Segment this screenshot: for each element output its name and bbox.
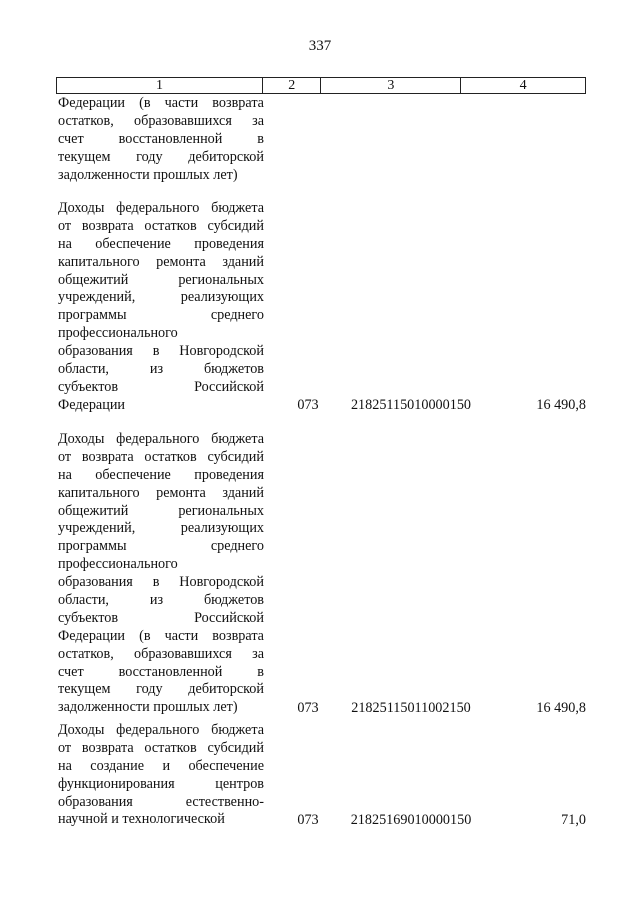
row-code: 073 (297, 396, 319, 413)
row-name-line: образования естественно- (58, 793, 264, 810)
row-name-line: Доходы федерального бюджета (58, 722, 264, 738)
row-name-line: капитального ремонта зданий (58, 253, 264, 270)
row-name-line: профессионального (58, 556, 178, 573)
row-name-line: учреждений, реализующих (58, 520, 264, 537)
row-name-line: на создание и обеспечение (58, 757, 264, 774)
row-kbk-code: 21825115010000150 (350, 396, 472, 413)
column-header-3: 3 (321, 78, 461, 94)
row-name-line: счет восстановленной в (58, 130, 264, 147)
row-name-line: программы среднего (58, 307, 264, 324)
row-name (58, 722, 264, 829)
page-number: 337 (308, 38, 332, 54)
column-header-1: 1 (57, 78, 263, 94)
row-name-line: учреждений, реализующих (58, 289, 264, 306)
row-amount: 71,0 (561, 811, 586, 828)
row-name-line: задолженности прошлых лет) (58, 699, 238, 716)
column-header-2: 2 (263, 78, 321, 94)
row-name-line: от возврата остатков субсидий (58, 217, 264, 234)
row-name-line: счет восстановленной в (58, 663, 264, 680)
row-name-line: области, из бюджетов (58, 361, 264, 378)
row-code: 073 (297, 811, 319, 828)
row-amount: 16 490,8 (536, 396, 586, 413)
row-name-line: на обеспечение проведения (58, 235, 264, 252)
row-kbk-code: 21825115011002150 (351, 699, 471, 716)
row-name-line: научной и технологической (58, 811, 225, 828)
row-name-line: образования в Новгородской (58, 343, 264, 360)
row-amount: 16 490,8 (536, 699, 586, 716)
row-name-line: образования в Новгородской (58, 574, 264, 591)
row-name-line: общежитий региональных (58, 271, 264, 288)
row-name-line: Доходы федерального бюджета (58, 200, 264, 216)
row-name-line: субъектов Российской (58, 609, 264, 626)
row-name-line: функционирования центров (58, 775, 264, 792)
row-name-line: остатков, образовавшихся за (58, 112, 264, 129)
row-name-line: Федерации (в части возврата (58, 627, 264, 644)
row-code: 073 (297, 699, 319, 716)
row-name-line: Федерации (58, 396, 126, 413)
row-name-line: остатков, образовавшихся за (58, 645, 264, 662)
row-name-line: общежитий региональных (58, 502, 264, 519)
column-header-4: 4 (461, 78, 586, 94)
row-name-line: текущем году дебиторской (58, 148, 264, 165)
row-name-line: Доходы федерального бюджета (58, 431, 264, 447)
row-name-line: программы среднего (58, 538, 264, 555)
column-header-row (56, 77, 586, 94)
row-name-line: на обеспечение проведения (58, 466, 264, 483)
row-name-line: капитального ремонта зданий (58, 484, 264, 501)
row-name-line: от возврата остатков субсидий (58, 448, 264, 465)
row-name-line: области, из бюджетов (58, 592, 264, 609)
row-name (58, 431, 264, 717)
row-kbk-code: 21825169010000150 (350, 811, 472, 828)
row-name-line: субъектов Российской (58, 378, 264, 395)
row-name-line: Федерации (в части возврата (58, 95, 264, 111)
row-name-line: задолженности прошлых лет) (58, 166, 238, 183)
row-name (58, 95, 264, 184)
row-name-line: от возврата остатков субсидий (58, 739, 264, 756)
row-name-line: текущем году дебиторской (58, 681, 264, 698)
row-name (58, 200, 264, 415)
row-name-line: профессионального (58, 325, 178, 342)
